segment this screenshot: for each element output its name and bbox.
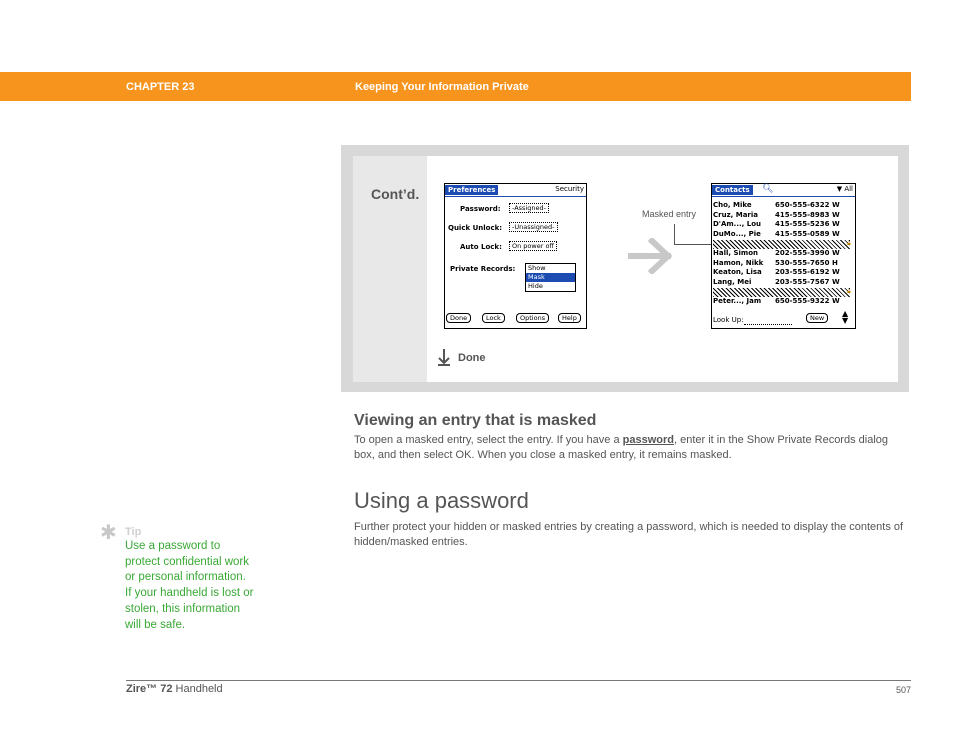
auto-lock-label: Auto Lock:: [460, 243, 502, 251]
preferences-tab: Preferences: [445, 185, 498, 195]
security-category: Security: [555, 185, 584, 193]
password-label: Password:: [460, 205, 501, 213]
contact-row[interactable]: [713, 201, 850, 211]
contact-phone: 650-555-9322 W: [775, 297, 840, 305]
lock-button[interactable]: Lock: [482, 313, 505, 323]
password-paragraph: Further protect your hidden or masked entries by creating a password, which is needed to display the contents of hidden/masked entries.: [354, 521, 904, 548]
option-mask[interactable]: Mask: [526, 273, 575, 282]
auto-lock-value[interactable]: On power off: [509, 241, 557, 251]
product-suffix: Handheld: [172, 683, 223, 695]
masked-entry-callout: Masked entry: [642, 209, 697, 219]
contact-phone: 415-555-8983 W: [775, 210, 840, 219]
preferences-screen: [444, 183, 587, 329]
category-all[interactable]: [837, 185, 853, 193]
page-number: 507: [895, 685, 911, 695]
contact-phone: 203-555-6192 W: [775, 268, 840, 276]
contact-phone: 530-555-7650 H: [775, 258, 838, 267]
tip-line: will be safe.: [125, 618, 186, 631]
title-rule: [712, 196, 855, 197]
product-name: Zire™ 72: [126, 683, 173, 695]
lock-icon: 🔒︎: [847, 239, 851, 247]
contact-row[interactable]: [713, 220, 850, 230]
password-link[interactable]: password: [622, 434, 674, 446]
done-button[interactable]: Done: [446, 313, 471, 323]
paragraph-text: , enter it in the Show Private Records dialog box, and then select OK. When you close a masked entry, it remains masked.: [354, 434, 889, 461]
new-button[interactable]: New: [806, 313, 828, 323]
contact-row[interactable]: [713, 259, 850, 269]
contact-name: Hamon, Nikk: [713, 258, 764, 267]
figure-left-panel: [353, 156, 427, 382]
tip-line: or personal information.: [125, 571, 246, 584]
chapter-number: CHAPTER 23: [126, 81, 195, 93]
tip-text: [125, 539, 285, 633]
contact-phone: 650-555-6322 W: [775, 201, 840, 209]
scroll-arrows-icon[interactable]: ▲ ▼: [842, 309, 849, 325]
arrow-right-icon: [628, 238, 674, 274]
tip-line: protect confidential work: [125, 555, 250, 568]
password-value[interactable]: -Assigned-: [509, 203, 549, 213]
chapter-title: Keeping Your Information Private: [355, 81, 529, 93]
contact-name: D'Am..., Lou: [713, 220, 761, 228]
contacts-list: [713, 201, 850, 307]
dropdown-triangle-icon: ▼: [836, 185, 845, 193]
lookup-label: Look Up:: [713, 316, 744, 324]
contact-row[interactable]: [713, 278, 850, 288]
help-button[interactable]: Help: [558, 313, 581, 323]
tip-title: Tip: [125, 526, 142, 538]
option-hide[interactable]: Hide: [528, 282, 543, 290]
contact-name: Lang, Mei: [713, 277, 752, 286]
contact-name: Cho, Mike: [713, 201, 752, 209]
title-rule: [445, 196, 586, 197]
tip-line: If your handheld is lost or: [125, 587, 254, 600]
contact-name: Cruz, Maria: [713, 210, 759, 219]
section-heading: Viewing an entry that is masked: [354, 412, 597, 429]
masked-entry-row[interactable]: [713, 288, 850, 297]
password-heading: Using a password: [354, 488, 529, 513]
contact-row[interactable]: [713, 211, 850, 221]
contact-row[interactable]: [713, 249, 850, 259]
option-show[interactable]: Show: [528, 264, 546, 272]
tip-line: Use a password to: [125, 540, 221, 552]
contact-name: Peter..., Jam: [713, 297, 762, 305]
contact-name: DuMo..., Pie: [713, 229, 761, 238]
category-label: All: [844, 185, 853, 193]
contact-row[interactable]: [713, 297, 850, 307]
private-records-label: Private Records:: [450, 265, 516, 273]
section-paragraph: [354, 433, 910, 463]
contact-phone: 415-555-0589 W: [775, 229, 840, 238]
contact-name: Keaton, Lisa: [713, 268, 762, 276]
asterisk-icon: ✱: [100, 522, 117, 544]
lock-icon: 🔒︎: [847, 287, 851, 295]
contact-name: Hall, Simon: [713, 249, 759, 257]
footer-rule: [126, 680, 911, 681]
contacts-tab: Contacts: [712, 185, 753, 195]
callout-line-vertical: [674, 224, 675, 244]
done-step-label: Done: [458, 352, 486, 364]
tip-line: stolen, this information: [125, 602, 241, 615]
quick-unlock-value[interactable]: -Unassigned-: [509, 222, 558, 232]
paragraph-text: To open a masked entry, select the entry. If you have a: [354, 434, 623, 446]
contact-phone: 202-555-3990 W: [775, 249, 840, 257]
done-arrow-icon: [437, 348, 451, 366]
quick-unlock-label: Quick Unlock:: [448, 224, 503, 232]
search-icon[interactable]: 🔍︎: [762, 184, 774, 194]
contact-phone: 203-555-7567 W: [775, 277, 840, 286]
options-button[interactable]: Options: [516, 313, 549, 323]
masked-entry-row[interactable]: [713, 240, 850, 249]
contd-label: Cont’d.: [371, 186, 420, 202]
contact-phone: 415-555-5236 W: [775, 220, 840, 228]
lookup-input[interactable]: [744, 324, 792, 325]
private-records-popup[interactable]: [525, 263, 576, 292]
chapter-header-bar: [0, 72, 911, 101]
footer-product: [126, 683, 223, 695]
contact-row[interactable]: [713, 268, 850, 278]
callout-line-horizontal: [674, 244, 714, 245]
contact-row[interactable]: [713, 230, 850, 240]
contacts-screen: [711, 183, 856, 329]
